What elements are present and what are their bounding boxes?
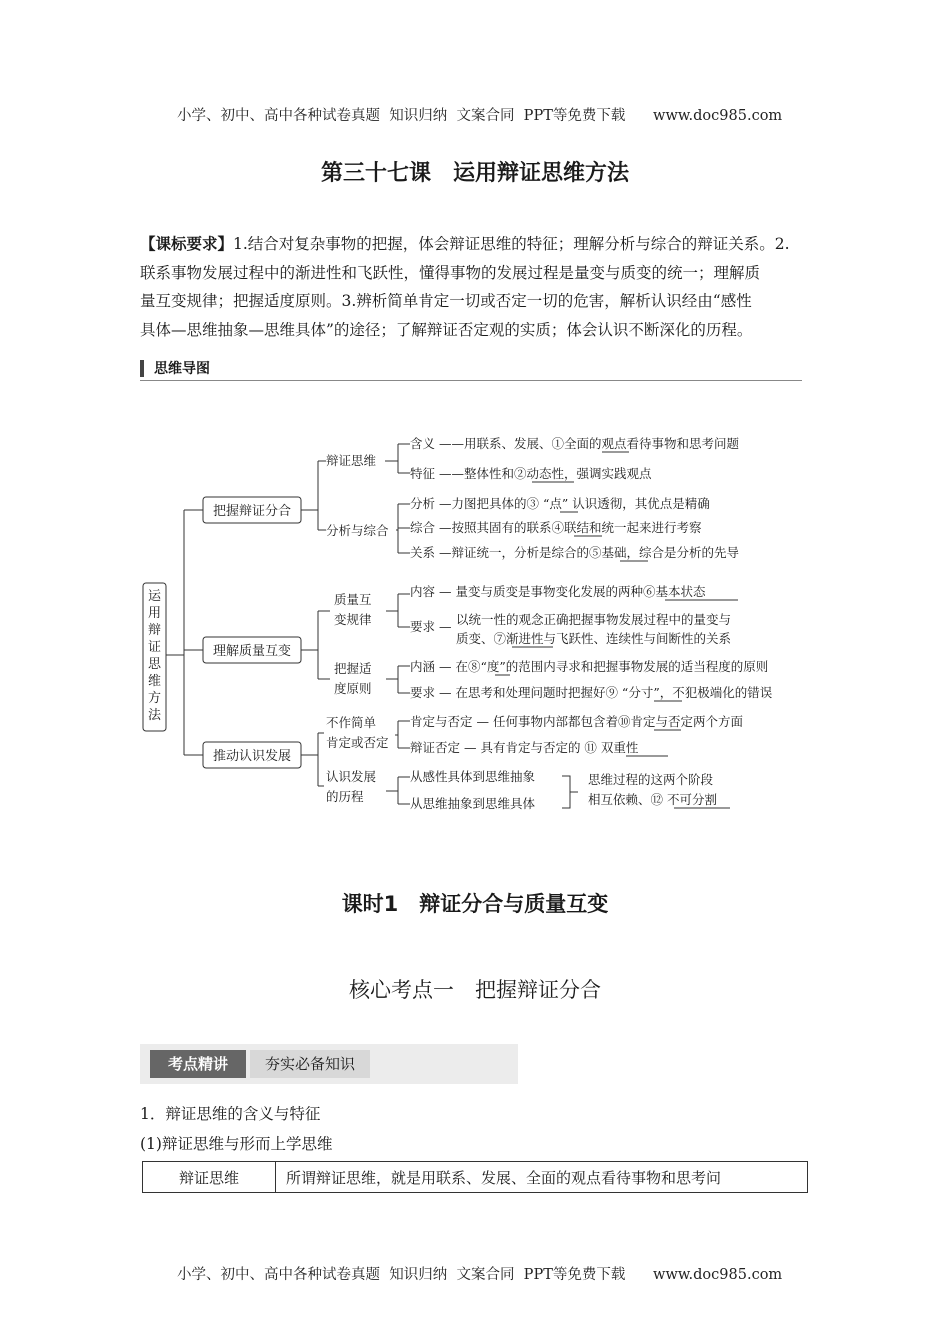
root-char-8: 法 <box>147 708 162 723</box>
section-subheading-1: (1)辩证思维与形而上学思维 <box>140 1135 333 1153</box>
sub-zhiliang-1: 质量互 <box>334 592 372 607</box>
table-row <box>143 1162 808 1193</box>
kending-connector <box>395 721 410 748</box>
root-char-7: 方 <box>147 691 162 706</box>
shidu-connector <box>386 666 410 693</box>
lesson-title: 第三十七课 运用辩证思维方法 <box>320 161 629 186</box>
branch-label-2: 理解质量互变 <box>212 644 292 659</box>
leaf-12: 从感性具体到思维抽象 <box>410 769 536 784</box>
header-text: 小学、初中、高中各种试卷真题 知识归纳 文案合同 PPT等免费下载 <box>177 108 626 124</box>
requirements-line-1: 1.结合对复杂事物的把握，体会辩证思维的特征；理解分析与综合的辩证关系。2. <box>233 235 790 253</box>
leaf-6: 内容 — 量变与质变是事物变化发展的两种⑥基本状态 <box>410 584 706 599</box>
study-banner <box>140 1044 518 1084</box>
leaf-15: 相互依赖、⑫ 不可分割 <box>588 792 717 807</box>
leaf-7-line-1: 以统一性的观念正确把握事物发展过程中的量变与 <box>456 612 732 627</box>
leaf-7-label: 要求 — <box>410 619 452 634</box>
core-title: 核心考点一 把握辩证分合 <box>349 978 601 1002</box>
leaf-3: 分析 —力图把具体的③ “点” 认识透彻，其优点是精确 <box>410 496 710 511</box>
root-label <box>148 589 162 723</box>
requirements-line-3: 量互变规律；把握适度原则。3.辨析简单肯定一切或否定一切的危害，解析认识经由“感性 <box>140 292 752 310</box>
b2-connector <box>301 611 330 679</box>
root-char-2: 用 <box>147 606 162 621</box>
requirements-label: 【课标要求】 <box>140 235 234 253</box>
sub-kending-1: 不作简单 <box>326 715 377 730</box>
sub-lichen-1: 认识发展 <box>326 769 377 784</box>
branch-label-1: 把握辩证分合 <box>212 504 292 519</box>
sub-shidu-2: 度原则 <box>334 681 372 696</box>
sub-zhiliang-2: 变规律 <box>334 612 372 627</box>
leaf-11: 辩证否定 — 具有肯定与否定的 ⑪ 双重性 <box>410 740 639 755</box>
leaf-7-line-2: 质变、⑦渐进性与飞跃性、连续性与间断性的关系 <box>456 631 732 646</box>
header-url[interactable]: www.doc985.com <box>653 108 783 124</box>
leaf-8: 内涵 — 在⑧“度”的范围内寻求和把握事物发展的适当程度的原则 <box>410 659 769 674</box>
root-char-4: 证 <box>147 640 162 655</box>
requirements-line-4: 具体—思维抽象—思维具体”的途径；了解辩证否定观的实质；体会认识不断深化的历程。 <box>140 320 753 339</box>
root-char-5: 思 <box>147 657 162 672</box>
lichen-connector <box>386 777 410 804</box>
root-connector <box>166 510 203 755</box>
section-heading-1: 1．辩证思维的含义与特征 <box>140 1105 321 1123</box>
b3-connector <box>301 733 324 786</box>
sub-kending-2: 肯定或否定 <box>326 735 389 750</box>
leaf-1: 含义 ——用联系、发展、①全面的观点看待事物和思考问题 <box>410 436 740 451</box>
branch-label-3: 推动认识发展 <box>212 749 292 764</box>
footer-text: 小学、初中、高中各种试卷真题 知识归纳 文案合同 PPT等免费下载 <box>177 1267 626 1283</box>
root-char-6: 维 <box>147 674 162 689</box>
definition-table <box>142 1161 808 1193</box>
mindmap-section-label: 思维导图 <box>154 361 210 377</box>
page-footer <box>0 1247 950 1284</box>
leaf-14: 思维过程的这两个阶段 <box>588 772 714 787</box>
sub-bianzheng: 辩证思维 <box>326 453 377 468</box>
b1-connector <box>301 461 326 530</box>
bianzheng-connector <box>385 444 410 473</box>
root-char-3: 辩 <box>147 623 162 638</box>
zhiliang-connector <box>386 594 410 627</box>
table-cell-definition: 所谓辩证思维，就是用联系、发展、全面的观点看待事物和思考问 <box>276 1162 808 1193</box>
sub-fenxi: 分析与综合 <box>326 523 389 538</box>
requirements-line-2: 联系事物发展过程中的渐进性和飞跃性，懂得事物的发展过程是量变与质变的统一；理解质 <box>140 263 761 282</box>
leaf-2: 特征 ——整体性和②动态性，强调实践观点 <box>410 466 652 481</box>
footer-url[interactable]: www.doc985.com <box>653 1267 783 1283</box>
period-title: 课时1 辩证分合与质量互变 <box>341 892 609 916</box>
leaf-4: 综合 —按照其固有的联系④联结和统一起来进行考察 <box>410 520 702 535</box>
leaf-5: 关系 —辩证统一，分析是综合的⑤基础，综合是分析的先导 <box>410 545 740 560</box>
root-char-1: 运 <box>147 589 162 604</box>
banner-light-label: 夯实必备知识 <box>250 1050 370 1078</box>
sub-lichen-2: 的历程 <box>326 789 364 804</box>
leaf-9: 要求 — 在思考和处理问题时把握好⑨ “分寸”，不犯极端化的错误 <box>410 685 773 700</box>
lichen-bracket <box>562 776 578 808</box>
table-cell-term: 辩证思维 <box>143 1162 276 1193</box>
banner-dark-label: 考点精讲 <box>150 1050 246 1078</box>
sub-shidu-1: 把握适 <box>334 661 372 676</box>
leaf-10: 肯定与否定 — 任何事物内部都包含着⑩肯定与否定两个方面 <box>410 714 743 729</box>
leaf-13: 从思维抽象到思维具体 <box>410 796 536 811</box>
fenxi-connector <box>396 504 410 553</box>
